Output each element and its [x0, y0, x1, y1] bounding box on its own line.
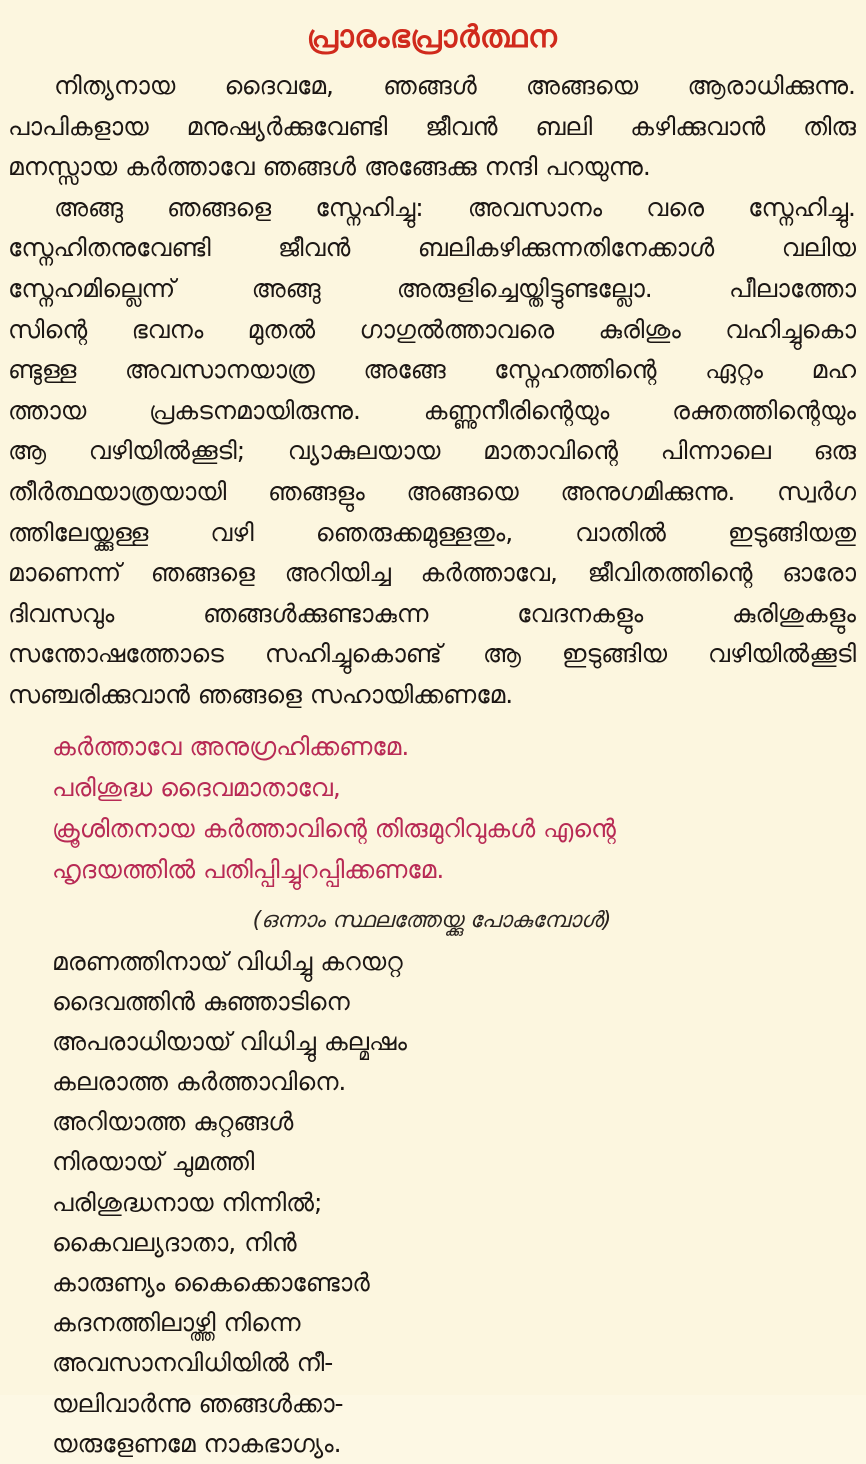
hymn-line: പരിശുദ്ധനായ നിന്നിൽ; [52, 1187, 323, 1217]
prayer-line: ത്തായ പ്രകടനമായിരുന്നു. കണ്ണുനീരിന്റെയും രക്തത്തിന്റെയും [8, 395, 856, 425]
response-line: ഹൃദയത്തിൽ പതിപ്പിച്ചുറപ്പിക്കണമേ. [52, 854, 445, 884]
hymn-line: മരണത്തിനായ് വിധിച്ചു കറയറ്റ [52, 946, 403, 976]
prayer-line: നിത്യനായ ദൈവമേ, ഞങ്ങൾ അങ്ങയെ ആരാധിക്കുന്നു. [54, 71, 856, 100]
prayer-line: മനസ്സായ കർത്താവേ ഞങ്ങൾ അങ്ങേക്കു നന്ദി പറയുന്നു. [8, 152, 651, 182]
hymn-line: നിരയായ് ചുമത്തി [52, 1147, 255, 1177]
prayer-line: സ്നേഹിതനുവേണ്ടി ജീവൻ ബലികഴിക്കുന്നതിനേക്കാൾ വലിയ [8, 233, 856, 263]
prayer-line: ത്തിലേയ്ക്കുള്ള വഴി ഞെരുക്കമുള്ളതും, വാതിൽ ഇടുങ്ങിയതു [8, 517, 856, 547]
hymn-line: അറിയാത്ത കുറ്റങ്ങൾ [52, 1107, 294, 1137]
hymn-line: കാരുണ്യം കൈക്കൊണ്ടോർ [52, 1268, 370, 1297]
hymn-line: അപരാധിയായ് വിധിച്ചു കല്മഷം [52, 1026, 407, 1056]
prayer-line: തീർത്ഥയാത്രയായി ഞങ്ങളും അങ്ങയെ അനുഗമിക്കുന്നു. സ്വർഗ [8, 476, 856, 506]
response-line: കർത്താവേ അനുഗ്രഹിക്കണമേ. [52, 731, 410, 761]
response-line: പരിശുദ്ധ ദൈവമാതാവേ, [52, 772, 341, 802]
hymn-line: യലിവാർന്നു ഞങ്ങൾക്കാ- [52, 1388, 344, 1418]
hymn-line: കദനത്തിലാഴ്ത്തി നിന്നെ [52, 1308, 301, 1338]
prayer-line: ദിവസവും ഞങ്ങൾക്കുണ്ടാകുന്ന വേദനകളും കുരിശുകളും [8, 598, 856, 628]
hymn-line: കലരാത്ത കർത്താവിനെ. [52, 1067, 347, 1097]
hymn-line: കൈവല്യദാതാ, നിൻ [52, 1227, 297, 1257]
prayer-line: പാപികളായ മനുഷ്യർക്കുവേണ്ടി ജീവൻ ബലി കഴിക്കുവാൻ തിരു [8, 111, 856, 141]
prayer-line: സിന്റെ ഭവനം മുതൽ ഗാഗുൽത്താവരെ കുരിശും വഹിച്ചുകൊ [8, 314, 856, 344]
prayer-line: സഞ്ചരിക്കുവാൻ ഞങ്ങളെ സഹായിക്കണമേ. [8, 679, 514, 709]
prayer-line: മാണെന്ന് ഞങ്ങളെ അറിയിച്ച കർത്താവേ, ജീവിതത്തിന്റെ ഓരോ [8, 558, 856, 588]
prayer-line: ണ്ടുള്ള അവസാനയാത്ര അങ്ങേ സ്നേഹത്തിന്റെ ഏറ്റം മഹ [8, 355, 856, 385]
response-verse [8, 726, 856, 890]
page-title: പ്രാരംഭപ്രാർത്ഥന [306, 19, 558, 55]
hymn-verse [8, 942, 856, 1464]
hymn-line: യരുളേണമേ നാകഭാഗ്യം. [52, 1428, 342, 1458]
station-heading: (ഒന്നാം സ്ഥലത്തേയ്ക്കു പോകുമ്പോൾ) [252, 907, 612, 933]
opening-prayer [8, 66, 856, 716]
prayer-line: സന്തോഷത്തോടെ സഹിച്ചുകൊണ്ട് ആ ഇടുങ്ങിയ വഴിയിൽക്കൂടി [8, 639, 856, 669]
prayer-line: അങ്ങു ഞങ്ങളെ സ്നേഹിച്ചു: അവസാനം വരെ സ്നേഹിച്ചു. [54, 192, 856, 222]
hymn-line: അവസാനവിധിയിൽ നീ- [52, 1348, 334, 1378]
prayer-line: ആ വഴിയിൽക്കൂടി; വ്യാകുലയായ മാതാവിന്റെ പിന്നാലെ ഒരു [8, 436, 856, 466]
prayer-line: സ്നേഹമില്ലെന്ന് അങ്ങു അരുളിച്ചെയ്തിട്ടുണ്ടല്ലോ. പീലാത്തോ [8, 273, 856, 303]
hymn-line: ദൈവത്തിൻ കുഞ്ഞാടിനെ [52, 986, 350, 1016]
response-line: ക്രൂശിതനായ കർത്താവിന്റെ തിരുമുറിവുകൾ എന്റെ [52, 813, 616, 843]
